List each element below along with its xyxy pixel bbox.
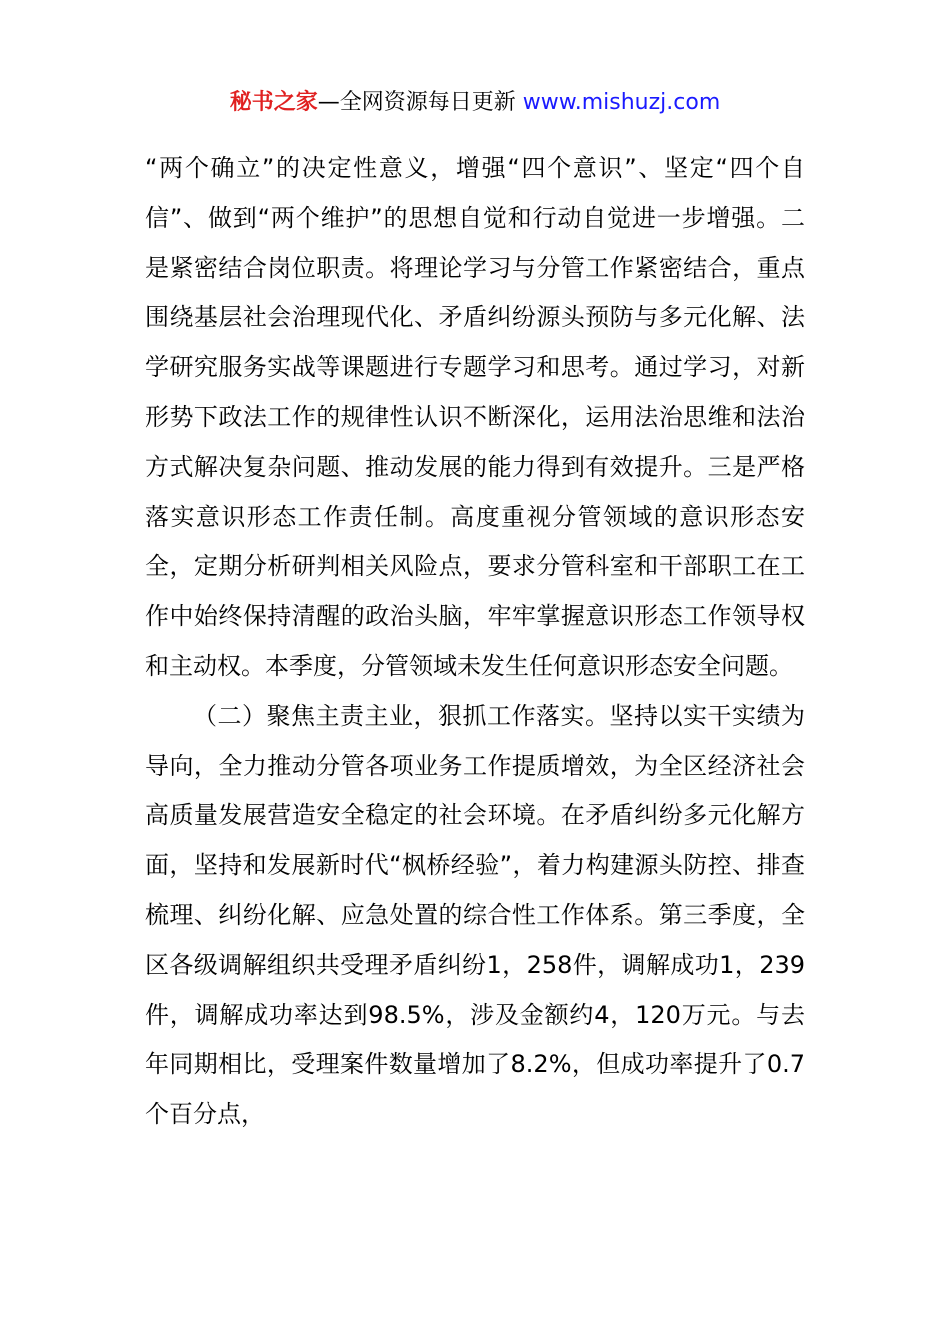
header-tagline: —全网资源每日更新 <box>317 90 523 115</box>
document-body <box>145 144 805 1140</box>
paragraph-section-two: （二）聚焦主责主业，狠抓工作落实。坚持以实干实绩为导向，全力推动分管各项业务工作提质增效，为全区经济社会高质量发展营造安全稳定的社会环境。在矛盾纠纷多元化解方面，坚持和发展新时代“枫桥经验”，着力构建源头防控、排查梳理、纠纷化解、应急处置的综合性工作体系。第三季度，全区各级调解组织共受理矛盾纠纷1，258件，调解成功1，239件，调解成功率达到98.5%，涉及金额约4，120万元。与去年同期相比，受理案件数量增加了8.2%，但成功率提升了0.7个百分点， <box>145 701 805 1129</box>
site-url-link[interactable]: www.mishuzj.com <box>522 90 721 115</box>
paragraph-continued: “两个确立”的决定性意义，增强“四个意识”、坚定“四个自信”、做到“两个维护”的思想自觉和行动自觉进一步增强。二是紧密结合岗位职责。将理论学习与分管工作紧密结合，重点围绕基层社会治理现代化、矛盾纠纷源头预防与多元化解、法学研究服务实战等课题进行专题学习和思考。通过学习，对新形势下政法工作的规律性认识不断深化，运用法治思维和法治方式解决复杂问题、推动发展的能力得到有效提升。三是严格落实意识形态工作责任制。高度重视分管领域的意识形态安全，定期分析研判相关风险点，要求分管科室和干部职工在工作中始终保持清醒的政治头脑，牢牢掌握意识形态工作领导权和主动权。本季度，分管领域未发生任何意识形态安全问题。 <box>145 154 805 680</box>
brand-name: 秘书之家 <box>229 90 318 115</box>
page-header <box>0 88 950 118</box>
